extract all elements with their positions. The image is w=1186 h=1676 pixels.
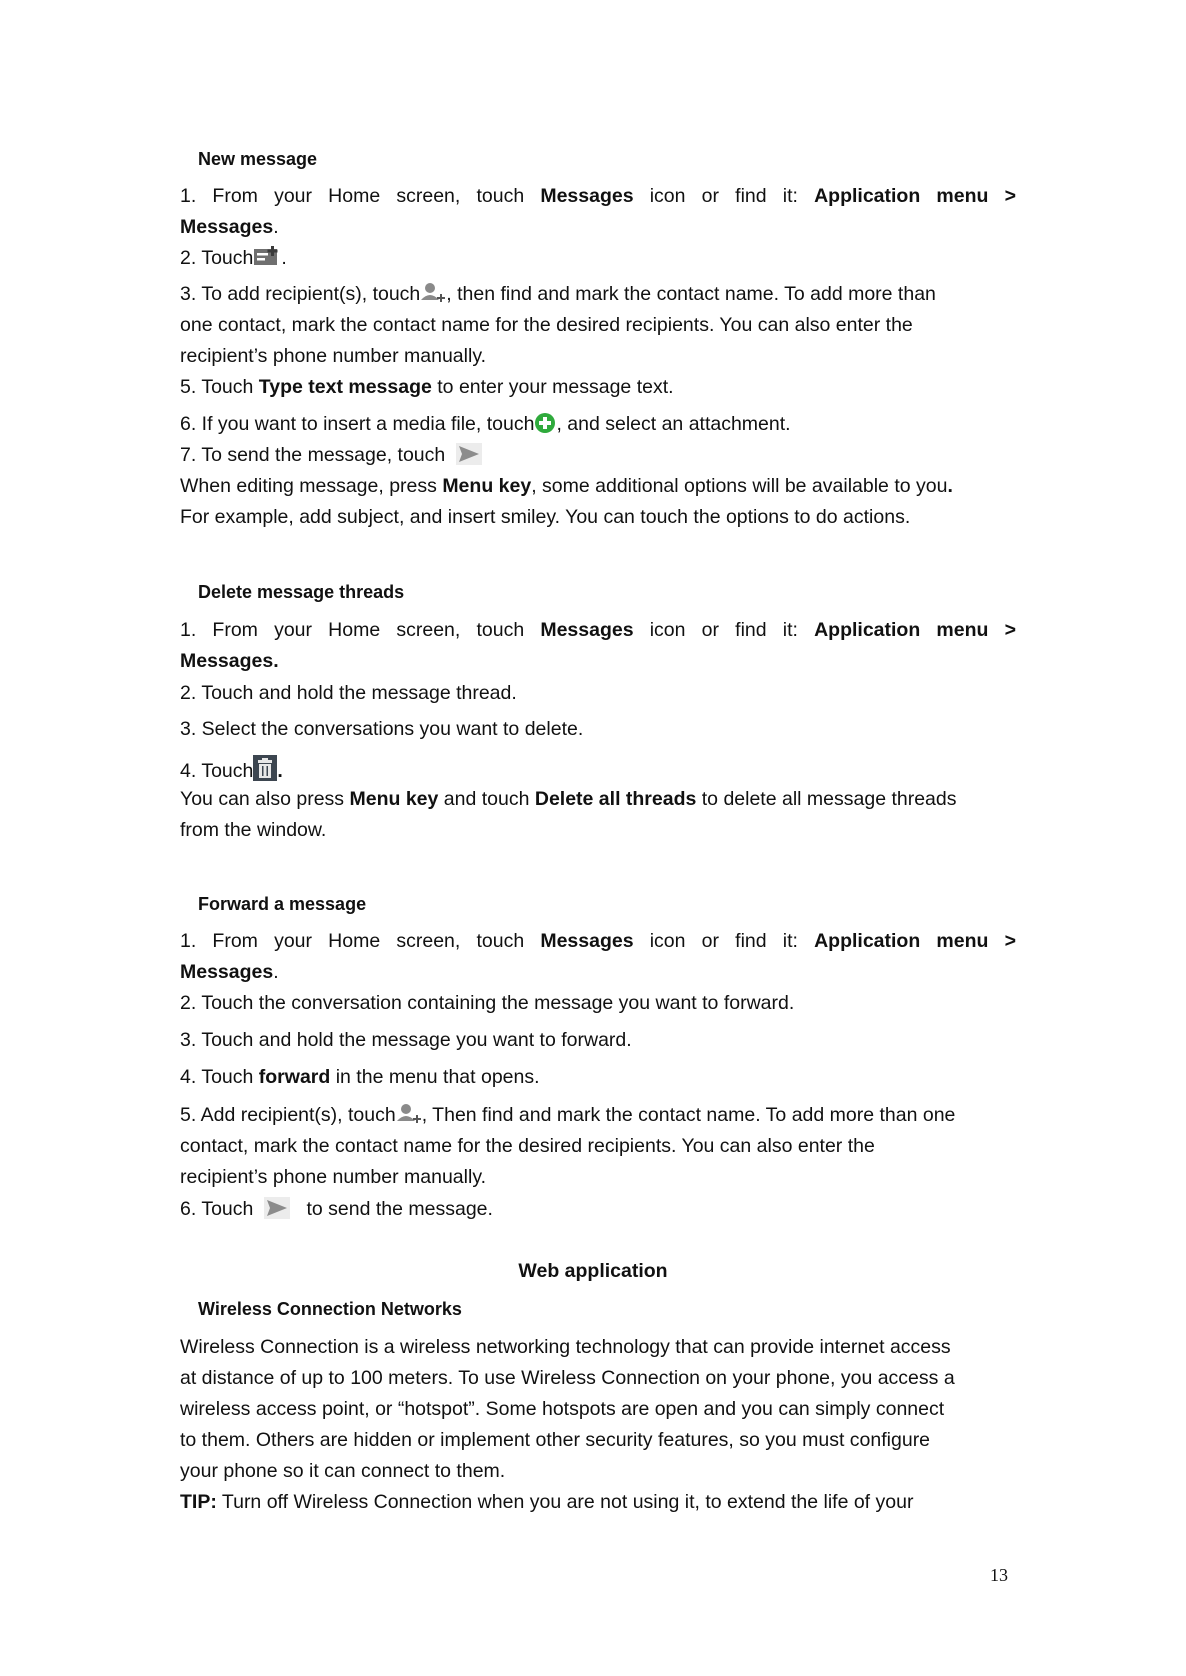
compose-message-icon bbox=[253, 246, 281, 274]
wireless-para-line-5: your phone so it can connect to them. bbox=[180, 1460, 506, 1482]
forward-step-1-cont: Messages. bbox=[180, 961, 279, 983]
wireless-para-line-2: at distance of up to 100 meters. To use Wireless Connection on your phone, you access a bbox=[180, 1367, 955, 1389]
wireless-para-line-3: wireless access point, or “hotspot”. Some hotspots are open and you can simply connect bbox=[180, 1398, 945, 1420]
delete-threads-step-3: 3. Select the conversations you want to delete. bbox=[180, 718, 584, 740]
forward-step-3: 3. Touch and hold the message you want to forward. bbox=[180, 1029, 632, 1051]
forward-step-6: 6. Touch to send the message. bbox=[180, 1197, 493, 1225]
forward-step-1: 1. From your Home screen, touch Messages icon or find it: Application menu > bbox=[180, 930, 1016, 952]
forward-step-5: 5. Add recipient(s), touch , Then find and mark the contact name. To add more than one bbox=[180, 1103, 955, 1131]
section-heading-new-message: New message bbox=[198, 149, 318, 169]
delete-threads-step-1: 1. From your Home screen, touch Messages icon or find it: Application menu > bbox=[180, 619, 1016, 641]
delete-threads-step-4: 4. Touch . bbox=[180, 755, 283, 787]
send-arrow-icon bbox=[456, 443, 482, 471]
new-message-step-2: 2. Touch . bbox=[180, 246, 287, 274]
chapter-title-web-application: Web application bbox=[518, 1260, 668, 1282]
new-message-step-1-cont: Messages. bbox=[180, 216, 279, 238]
new-message-step-3-line-2: one contact, mark the contact name for the desired recipients. You can also enter the bbox=[180, 314, 913, 336]
new-message-note-line-2: For example, add subject, and insert smiley. You can touch the options to do actions. bbox=[180, 506, 911, 528]
page-number: 13 bbox=[990, 1565, 1008, 1585]
delete-threads-step-2: 2. Touch and hold the message thread. bbox=[180, 682, 517, 704]
section-heading-wireless: Wireless Connection Networks bbox=[198, 1299, 462, 1319]
delete-threads-step-1-cont: Messages. bbox=[180, 650, 279, 672]
delete-threads-note-line-2: from the window. bbox=[180, 819, 327, 841]
trash-icon bbox=[253, 755, 277, 787]
new-message-step-1: 1. From your Home screen, touch Messages icon or find it: Application menu > bbox=[180, 185, 1016, 207]
forward-step-5-line-3: recipient’s phone number manually. bbox=[180, 1166, 487, 1188]
wireless-para-line-1: Wireless Connection is a wireless networking technology that can provide internet access bbox=[180, 1336, 951, 1358]
add-attachment-icon bbox=[534, 412, 556, 440]
section-heading-delete-threads: Delete message threads bbox=[198, 582, 405, 602]
send-arrow-icon bbox=[264, 1197, 290, 1225]
wireless-para-line-4: to them. Others are hidden or implement other security features, so you must configure bbox=[180, 1429, 931, 1451]
new-message-step-3-line-3: recipient’s phone number manually. bbox=[180, 345, 487, 367]
forward-step-2: 2. Touch the conversation containing the message you want to forward. bbox=[180, 992, 795, 1014]
section-heading-forward: Forward a message bbox=[198, 894, 367, 914]
wireless-tip: TIP: Turn off Wireless Connection when you are not using it, to extend the life of your bbox=[180, 1491, 914, 1513]
forward-step-4: 4. Touch forward in the menu that opens. bbox=[180, 1066, 540, 1088]
new-message-step-7: 7. To send the message, touch bbox=[180, 443, 482, 471]
new-message-step-3: 3. To add recipient(s), touch , then find and mark the contact name. To add more than bbox=[180, 282, 936, 310]
new-message-step-5: 5. Touch Type text message to enter your message text. bbox=[180, 376, 674, 398]
forward-step-5-line-2: contact, mark the contact name for the desired recipients. You can also enter the bbox=[180, 1135, 875, 1157]
new-message-step-6: 6. If you want to insert a media file, touch , and select an attachment. bbox=[180, 412, 791, 440]
delete-threads-note-line-1: You can also press Menu key and touch Delete all threads to delete all message threads bbox=[180, 788, 957, 810]
add-contact-icon bbox=[420, 282, 446, 310]
new-message-note-line-1: When editing message, press Menu key, some additional options will be available to you. bbox=[180, 475, 953, 497]
add-contact-icon bbox=[396, 1103, 422, 1131]
